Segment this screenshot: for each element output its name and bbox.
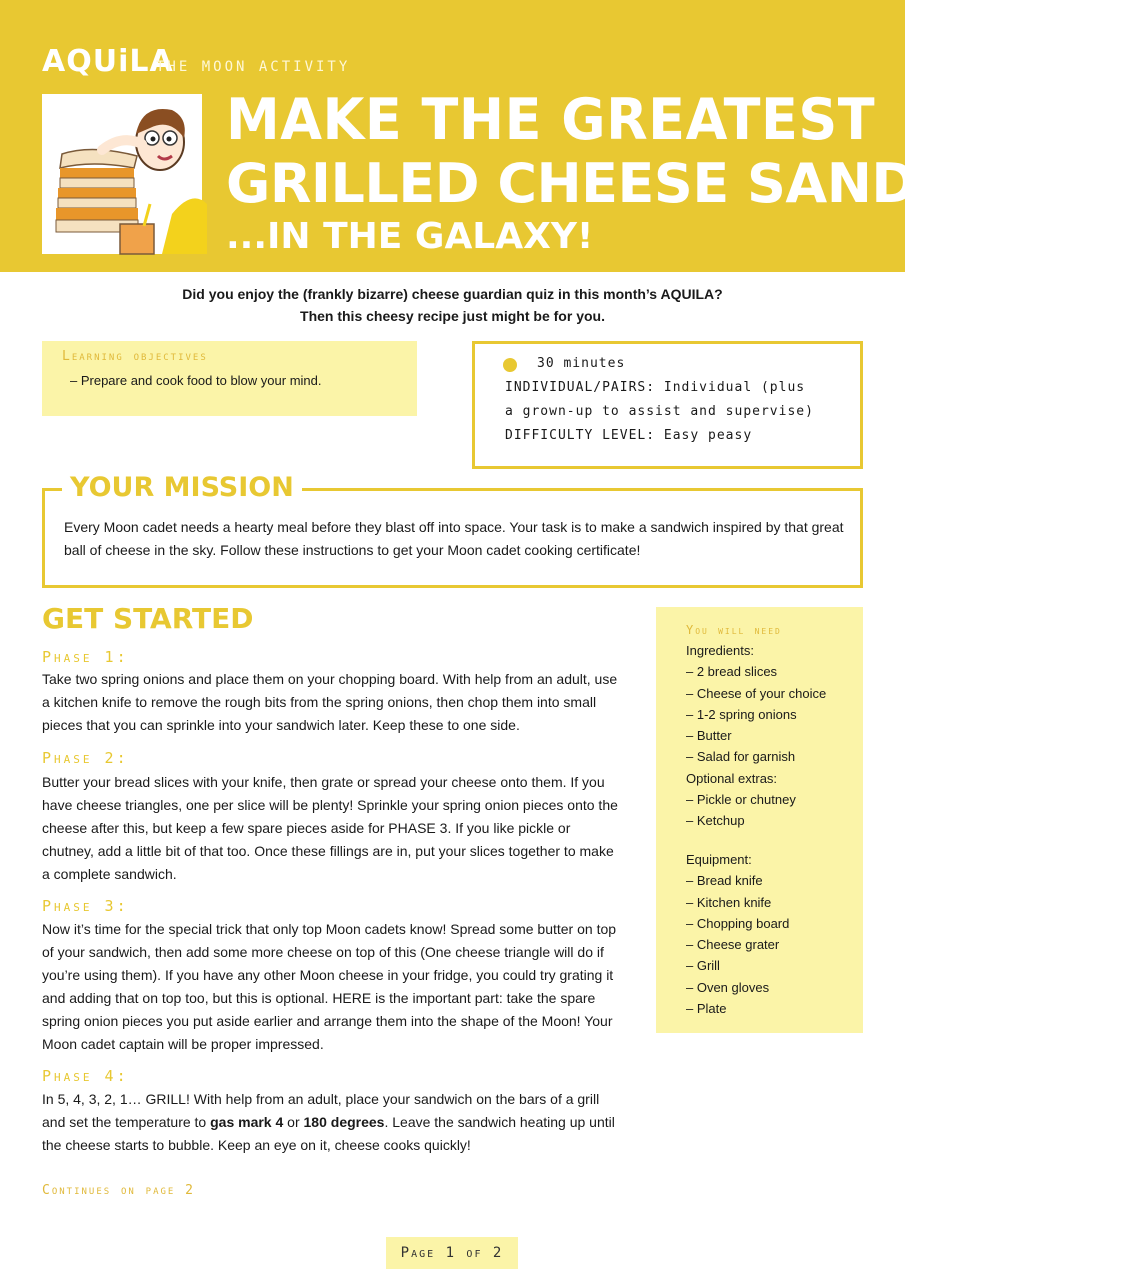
- learning-objectives-heading: Learning objectives: [62, 349, 208, 364]
- list-item: – Plate: [686, 1001, 727, 1017]
- phase-4-label: Phase 4:: [42, 1067, 129, 1085]
- list-item: – Salad for garnish: [686, 749, 796, 765]
- sandwich-illustration: [42, 94, 202, 254]
- phase-1-label: Phase 1:: [42, 648, 129, 666]
- phase-1-text: Take two spring onions and place them on your chopping board. With help from an adult, use a kitchen knife to remove the rough bits from the spring onions, then chop them into small pieces that you can sprinkle into your sandwich later. Keep these to one side.: [42, 671, 618, 733]
- title-line-3: ...IN THE GALAXY!: [226, 216, 594, 257]
- list-item: – Oven gloves: [686, 979, 770, 995]
- extras-heading: Optional extras:: [686, 770, 778, 786]
- page-number: Page 1 of 2: [386, 1237, 518, 1269]
- list-item: – Cheese grater: [686, 937, 780, 953]
- you-will-need-heading: You will need: [686, 623, 782, 637]
- list-item: – Chopping board: [686, 915, 790, 931]
- phase-3-text: Now it’s time for the special trick that only top Moon cadets know! Spread some butter on top of your sandwich, then add some more cheese on top of this (One cheese triangle will do if you’re using them). If you have any other Moon cheese in your fridge, you could try grating it and adding that on top too, but this is optional. HERE is the important part: take the spare spring onion pieces you put aside earlier and arrange them into the shape of the Moon! Your Moon cadet captain will be proper impressed.: [42, 921, 617, 1052]
- individual-pairs-continued: a grown-up to assist and supervise): [505, 404, 814, 419]
- list-item: – Bread knife: [686, 873, 763, 889]
- learning-objective-item: – Prepare and cook food to blow your mind.: [70, 373, 322, 388]
- list-item: – 2 bread slices: [686, 664, 778, 680]
- brand-subtitle: THE MOON ACTIVITY: [156, 59, 351, 75]
- phase-2-text: Butter your bread slices with your knife, then grate or spread your cheese onto them. If you have cheese triangles, one per slice will be plenty! Sprinkle your spring onion pieces onto the cheese after this, but keep a few spare pieces aside for PHASE 3. If you like pickle or chutney, add a little bit of that too. Once these fillings are in, put your slices together to make a complete sandwich.: [42, 774, 618, 882]
- you-will-need-box: [656, 607, 863, 1033]
- list-item: – Grill: [686, 958, 720, 974]
- title-line-2: GRILLED CHEESE SANDWICH...: [226, 152, 1138, 215]
- intro-line-1: Did you enjoy the (frankly bizarre) cheese guardian quiz in this month’s AQUILA?: [182, 286, 723, 302]
- clock-icon: [503, 358, 517, 372]
- phase-4-text: In 5, 4, 3, 2, 1… GRILL! With help from an adult, place your sandwich on the bars of a grill and set the temperature to gas mark 4 or 180 degrees. Leave the sandwich heating up until the cheese starts to bubble. Keep an eye on it, cheese cooks quickly!: [42, 1091, 615, 1153]
- phase-2-label: Phase 2:: [42, 749, 129, 767]
- list-item: – Cheese of your choice: [686, 685, 827, 701]
- phase-3-label: Phase 3:: [42, 897, 129, 915]
- equipment-heading: Equipment:: [686, 852, 752, 867]
- intro-line-2: Then this cheesy recipe just might be for you.: [300, 308, 605, 324]
- difficulty-label: DIFFICULTY LEVEL: Easy peasy: [505, 428, 753, 443]
- brand-logo: AQUiLA: [42, 44, 174, 79]
- title-line-1: MAKE THE GREATEST: [226, 86, 876, 153]
- individual-pairs-label: INDIVIDUAL/PAIRS: Individual (plus: [505, 380, 806, 395]
- time-label: 30 minutes: [537, 356, 626, 371]
- list-item: – Butter: [686, 728, 732, 744]
- list-item: – Kitchen knife: [686, 894, 772, 910]
- activity-info-box: [472, 341, 863, 469]
- ingredients-list: [686, 640, 861, 832]
- learning-objectives-box: [42, 341, 417, 416]
- continues-note: Continues on page 2: [42, 1183, 195, 1198]
- list-item: – Pickle or chutney: [686, 792, 796, 808]
- equipment-list: [686, 849, 861, 1019]
- list-item: – Ketchup: [686, 813, 745, 829]
- mission-heading: YOUR MISSION: [62, 472, 302, 503]
- ingredients-heading: Ingredients:: [686, 643, 754, 658]
- list-item: – 1-2 spring onions: [686, 706, 797, 722]
- get-started-heading: GET STARTED: [42, 602, 254, 635]
- mission-text: Every Moon cadet needs a hearty meal before they blast off into space. Your task is to make a sandwich inspired by that great ball of cheese in the sky. Follow these instructions to get your Moon cadet cooking certificate!: [64, 519, 844, 558]
- header-banner: [0, 0, 1138, 272]
